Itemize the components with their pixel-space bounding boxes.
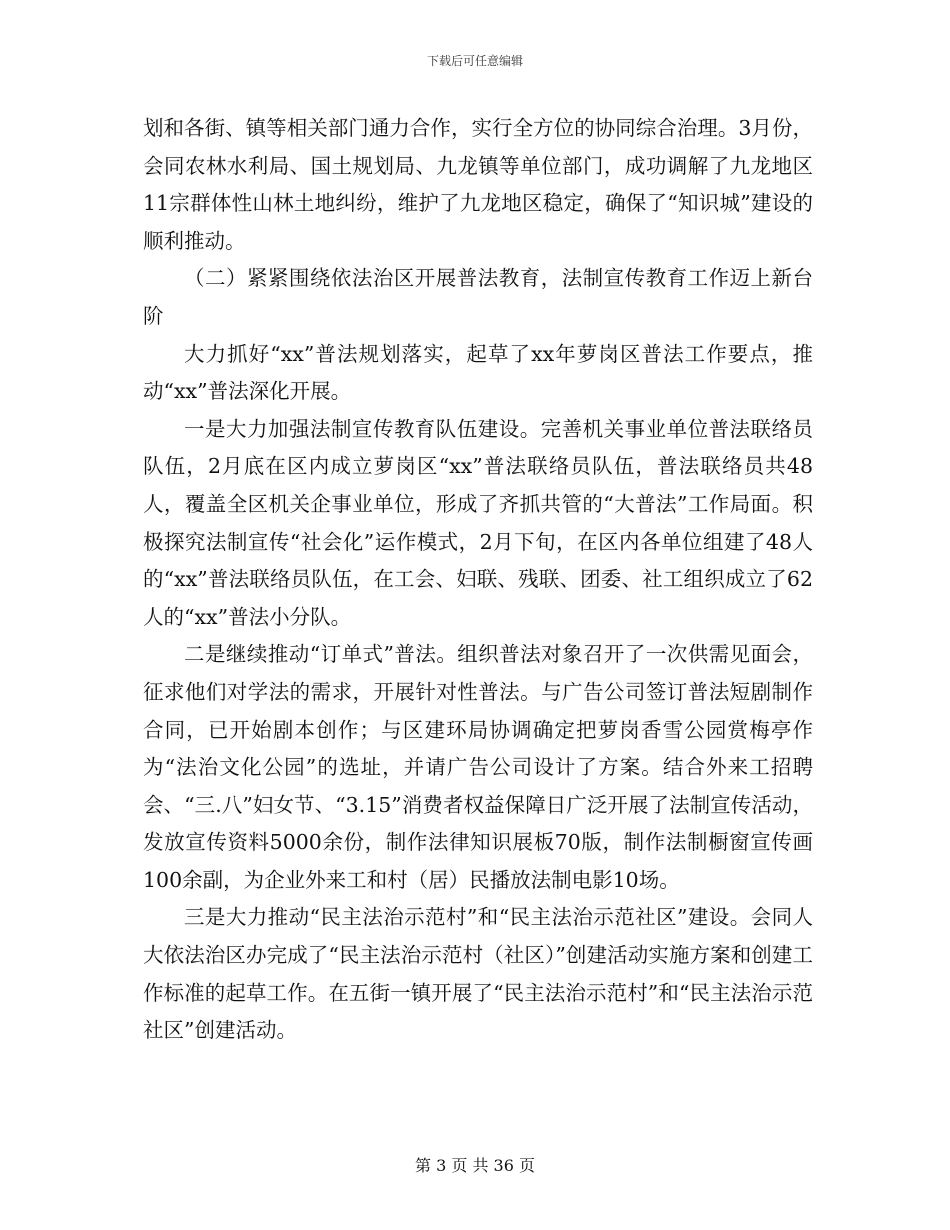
section-heading: （二）紧紧围绕依法治区开展普法教育，法制宣传教育工作迈上新台阶 [143,266,813,328]
paragraph-point-one: 一是大力加强法制宣传教育队伍建设。完善机关事业单位普法联络员队伍，2月底在区内成立萝岗区“xx”普法联络员队伍，普法联络员共48人，覆盖全区机关企事业单位，形成了齐抓共管的“大普法”工作局面。积极探究法制宣传“社会化”运作模式，2月下旬，在区内各单位组建了48人的“xx”普法联络员队伍，在工会、妇联、残联、团委、社工组织成立了62人的“xx”普法小分队。 [143,416,813,629]
page-footer: 第 3 页 共 36 页 [415,1156,535,1175]
paragraph-intro: 大力抓好“xx”普法规划落实，起草了xx年萝岗区普法工作要点，推动“xx”普法深化开展。 [143,341,813,404]
paragraph-point-two: 二是继续推动“订单式”普法。组织普法对象召开了一次供需见面会，征求他们对学法的需求，开展针对性普法。与广告公司签订普法短剧制作合同，已开始剧本创作；与区建环局协调确定把萝岗香雪公园赏梅亭作为“法治文化公园”的选址，并请广告公司设计了方案。结合外来工招聘会、“三.八”妇女节、“3.15”消费者权益保障日广泛开展了法制宣传活动，发放宣传资料5000余份，制作法律知识展板70版，制作法制橱窗宣传画100余副，为企业外来工和村（居）民播放法制电影10场。 [143,642,813,892]
document-body [143,110,813,1050]
paragraph-point-three: 三是大力推动“民主法治示范村”和“民主法治示范社区”建设。会同人大依法治区办完成了“民主法治示范村（社区）”创建活动实施方案和创建工作标准的起草工作。在五街一镇开展了“民主法治示范村”和“民主法治示范社区”创建活动。 [143,905,813,1043]
paragraph-continuation: 划和各街、镇等相关部门通力合作，实行全方位的协同综合治理。3月份，会同农林水利局、国土规划局、九龙镇等单位部门，成功调解了九龙地区11宗群体性山林土地纠纷，维护了九龙地区稳定，确保了“知识城”建设的顺利推动。 [143,116,813,253]
page-header: 下载后可任意编辑 [426,54,523,68]
